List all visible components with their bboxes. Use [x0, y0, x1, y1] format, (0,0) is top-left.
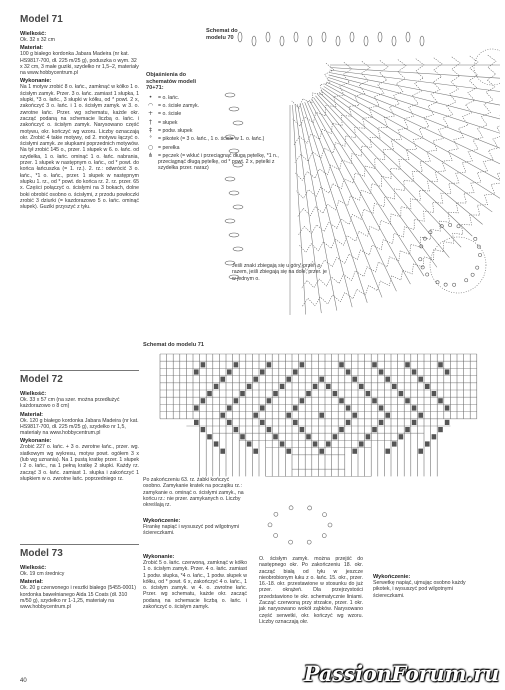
divider: [20, 544, 139, 545]
execution-heading: Wykonanie:: [143, 554, 175, 560]
legend-text: = o. ścisłe zamyk.: [158, 103, 200, 110]
chain-stitch-icon: •: [148, 93, 153, 101]
diagram-70-note: Jeśli znaki zbiegają się u góry, przer. o. razem, jeśli zbiegają się na dole, przer. je w jednym o.: [232, 263, 327, 282]
legend-text: = o. łańc.: [158, 94, 180, 101]
diagram-71-caption: Po zakończeniu 63. rz. żabki kończyć osobno. Zamykanie kratek na początku rz.: zamykanie o. ominąć o. ścisłymi zamyk., na końcu rz.: nie przer. zamykanych o. Liczby określają rz.: [143, 477, 244, 509]
legend-item: [146, 120, 286, 126]
legend-item: [146, 128, 286, 134]
finish-text: Serwetkę napiąć, ujmując osobno każdy pikotek, i wysuszyć pod wilgotnymi ściereczkami.: [373, 580, 466, 599]
legend-list: [146, 95, 286, 172]
column-model-73: [20, 548, 139, 610]
bead-icon: ○: [147, 143, 154, 151]
watermark-logo: PassionForum.ru: [303, 661, 499, 686]
column-model-71: [20, 14, 139, 210]
legend-text: = słupek: [158, 119, 178, 126]
model-71-title: Model 71: [20, 14, 63, 25]
legend-text: = pęczek (= wkłuć i przeciągnąć długą pętelkę, *1 n., przeciągnąć długą pętelkę, od * powt. 2 x, pętelki z szydełka przer. naraz): [158, 152, 279, 172]
legend-text: = o. ścisłe: [158, 111, 182, 118]
model-73-continuation: O. ścisłym zamyk. można przejść do następnego okr. Po zakończeniu 18. okr. zacząć białą od tyłu w jeszcze nieobrobionym łuku z o. łańc. 15. okr., przer. 16.-18. okr. przestawione w stosunku do już przer. okrążeń. Dla przejrzystości przedstawiono te okr. schematycznie liniami. Zacząć czerwoną przy strzałce, przer. 1 okr. jak narysowano wokół ząbków. Narysowano część serwetki, okr. kończyć wg wzoru. Liczby oznaczają okr.: [259, 556, 363, 625]
double-treble-icon: ‡: [149, 126, 152, 134]
model-73-finish: [373, 556, 477, 599]
legend: [146, 72, 286, 174]
diagram-70-title: Schemat do modelu 70: [206, 28, 238, 41]
legend-item: [146, 145, 286, 151]
material-heading: Materiał:: [20, 579, 44, 586]
legend-item: [146, 111, 286, 117]
legend-text: = podw. słupek: [158, 127, 193, 134]
size-heading: Wielkość:: [20, 565, 47, 571]
execution-text: Zrobić 227 o. łańc. + 3 o. zwrotne łańc., przer. wg. siatkowym wg wykresu, motyw powt. ogółem 3 x (lub wg uznania). Na 1 pustą kratkę przer. 1 słupek i 2 o. łańc., na 1 pełną kratkę 2 słupki. Każdy rz. zacząć 3 o. łańc. zamiast 1. słupka i zakończyć 1 słupkiem w o. zwrotne łańc. poprzedniego rz.: [20, 444, 139, 482]
legend-item: [146, 103, 286, 109]
model-73-execution: [143, 554, 247, 610]
finish-heading: Wykończenie:: [143, 518, 181, 524]
material-heading: Materiał:: [20, 45, 44, 52]
size-text: Ok. 32 x 32 cm: [20, 37, 55, 43]
size-text: Ok. 33 x 57 cm (na szer. można przedłużyć każdorazowo o 8 cm): [20, 397, 120, 410]
legend-text: = pikotek (= 3 o. łańc., 1 o. ścisłe w 1. o. łańc.): [158, 136, 265, 143]
finish-heading: Wykończenie:: [373, 574, 411, 580]
material-text: Ok. 20 g czerwonego i resztki białego (5455-0001) kordonka bawełnianego Aida 15 Coats (dł. 310 m/50 g), szydełko nr 1-1,25, materiały na www.hobbycentrum.pl: [20, 585, 136, 611]
model-72-title: Model 72: [20, 374, 63, 385]
legend-title: Objaśnienia do schematów modeli 70+71:: [146, 72, 197, 92]
single-crochet-icon: +: [147, 110, 154, 118]
finish-text: Firankę napiąć i wysuszyć pod wilgotnymi ściereczkami.: [143, 524, 240, 537]
treble-icon: †: [149, 118, 152, 126]
execution-text: Na 1 motyw zrobić 8 o. łańc., zamknąć w kółko 1 o. ścisłym zamyk. Przer. 3 o. łańc. zamiast 1 słupka, 1 słupki, *3 o. łańc., 3 słupki w kółku, od * powt. 2 x, zakończyć 3 o. łańc. i 1 o. ścisłym zamyk. w 3. o. zwrotne łańc. Przer. wg schematu, każde okr. zacząć podaną na schemacie liczbą o. łańc. i zakończyć o. ścisłym zamyk. Narysowano część motywu, okr. kończyć wg wzoru. Liczby oznaczają okr. Zrobić 4 takie motywy, od 2. motywu łączyć o. ścisłymi zamyk. ze słupkami poprzednich motywów. Na tył zrobić 145 o., przer. 1 słupek w 6. o. łańc. od szydełka, 1 o. łańc. ominąć 1 o. łańc. nabrania, przer. 1 słupek w następnym o. łańc., od * powt. do końca łańcuszka (= 1. rz.). 2. rz.: odwrócić 3 o. łańc., *1 o. łańc., przer. 1 słupek w następnym słupku 1. rz., od * powt. do końca rz. 2. rz. przer. 65 x. Części połączyć o. ścisłymi na 3 bokach, dolne boki obrobić osobno o. ścisłymi, z przodu powłoczki zrobić 3 dziurki (= kazdorazowo 5 o. łańc. ominąć słupek). Guziki przyszyć z tyłu.: [20, 84, 139, 211]
size-text: Ok. 19 cm średnicy: [20, 571, 65, 577]
execution-heading: Wykonanie:: [20, 78, 52, 85]
diagram-71-finish: [143, 516, 247, 537]
material-text: 100 g białego kordonka Jabara Madeira (nr kat. HS9817-700, dł. 225 m/25 g), poduszka o wym. 32 x 32 cm, 3 małe guziki, szydełko nr 1,5–2, materiały na www.hobbycentrum.pl: [20, 51, 139, 77]
material-text: Ok. 120 g białego kordonka Jabara Madeira (nr kat. HS9817-700, dł. 225 m/25 g), szydełko nr 1,5, materiały na www.hobbycentrum.pl: [20, 417, 139, 437]
size-heading: Wielkość:: [20, 391, 47, 397]
material-heading: Materiał:: [20, 411, 44, 418]
bundle-icon: ⋔: [147, 151, 154, 159]
legend-item: [146, 95, 286, 101]
divider: [20, 370, 139, 371]
legend-item: [146, 136, 286, 142]
column-model-72: [20, 374, 139, 482]
slip-stitch-icon: ◠: [147, 102, 154, 110]
model-73-title: Model 73: [20, 548, 63, 559]
diagram-71-title: Schemat do modelu 71: [143, 342, 204, 348]
page-number: 40: [20, 678, 27, 684]
execution-heading: Wykonanie:: [20, 438, 52, 445]
picot-icon: ᐤ: [149, 135, 152, 143]
legend-item: [146, 153, 286, 172]
size-heading: Wielkość:: [20, 31, 47, 37]
legend-text: = perełka: [158, 144, 180, 151]
execution-text: Zrobić 5 o. łańc. czerwoną, zamknąć w kółko 1 o. ścisłym zamyk. Przer. 4 o. łańc. zamiast 1 podw. słupka, *4 o. łańc., 1 podw. słupek w kółku, od * powt. 6 x, zakończyć 4 o. łańc., 1 o. ścisłym zamyk. w 4. o. zwrotne łańc. Przer. wg schematu, każde okr. zacząć podaną na schemacie liczbą o. łańc. i zakończyć o. ścisłym zamyk.: [143, 560, 247, 611]
